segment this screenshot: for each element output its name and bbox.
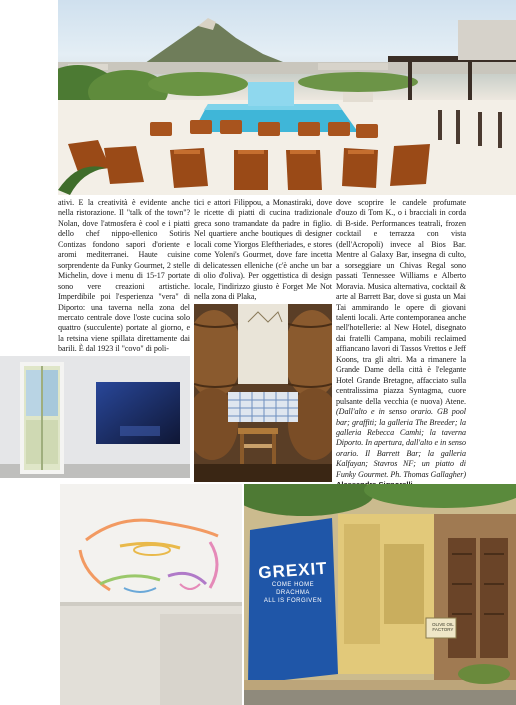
olive-sign-line-2: FACTORY [432, 627, 454, 632]
column-3-text [336, 198, 466, 491]
column-2-text: tici e attori Filippou, a Monastiraki, dove le ricette di piatti di cucina tradizionale greca sono tramandate da padre in figlio. Nel quartiere anche boutiques di designer locali come Yiorgos Eleftheriades, e stores come Yoleni's Gourmet, dove fare incetta di delicatessen elleniche (c'è anche un bar di olio d'oliva). Per oggettistica di design locale, l'indirizzo giusto è Forget Me Not nella zona di Plaka, [194, 198, 332, 302]
column-3-body: dove scoprire le candele profumate d'ouzo di Tom K., o i bracciali in corda di B-side. Performances teatrali, frozen cocktail e terrazza con vista (dell'Acropoli) invece al Bios Bar. Mentre al Galaxy Bar, insegna di culto, a sorseggiare un Chivas Regal sono passati Tennessee Williams e Alberto Moravia. Musica alternativa, cocktail & arte al Barrett Bar, dove si gusta un Mai Tai ammirando le opere di giovani talenti locali. Arte contemporanea anche nell'hotellerie: al New Hotel, disegnato dai fratelli Campana, mobili reclaimed affiancano lavori di Tassos Vrettos e Jeff Koons, tra gli altri. Ma a rimanere la Grande Dame della città è l'elegante Hotel Grande Bretagne, affacciato sulla centralissima piazza Syntagma, cuore pulsante della vecchia (e nuova) Atene. [336, 198, 466, 406]
photo-caption: (Dall'alto e in senso orario. GB pool bar; graffiti; la galleria The Breeder; la galleria Rebecca Camhi; la taverna Diporto. In apertura, dall'alto e in senso orario. Il Barrett Bar; la galleria Kalfayan; Stavros NF; un piatto di Funky Gourmet. Ph. Thomas Gallagher) [336, 407, 466, 479]
photo-gallery-rebecca-camhi [60, 484, 242, 705]
graffiti-lettering [251, 558, 335, 605]
article-column-1 [58, 198, 190, 355]
article-column-2 [194, 198, 332, 303]
hero-photo-pool-bar [58, 0, 516, 195]
graffiti-line-2: DRACHMA [276, 590, 310, 596]
photo-taverna-diporto [194, 304, 332, 482]
olive-oil-sign [432, 622, 454, 632]
column-1-text: ativi. E la creatività è evidente anche nella ristorazione. Il "talk of the town"? Nolan, dove l'atmosfera è cool e i piatti dello chef nippo-ellenico Sotiris Contizas fondono sapori d'oriente e aromi mediterranei. Haute cuisine sorprendente da Funky Gourmet, 2 stelle Michelin, dove i menu di 15-17 portate sono vere creazioni artistiche. Imperdibile poi l'esperienza "vera" di Diporto: una taverna nella zona del mercato centrale dove l'oste cucina solo quattro (succulente) portate al giorno, e la retsina viene spillata direttamente dai barili. È dal 1923 il "covo" di poli- [58, 198, 190, 354]
graffiti-line-3: ALL IS FORGIVEN [263, 598, 323, 604]
graffiti-line-1: COME HOME [271, 582, 315, 588]
olive-sign-line-1: OLIVE OIL [432, 622, 454, 627]
neon-artwork-illustration [60, 484, 242, 705]
graffiti-headline: GREXIT [257, 558, 329, 583]
gallery-room-illustration [0, 356, 190, 478]
taverna-illustration [194, 304, 332, 482]
article-column-3 [336, 198, 466, 491]
photo-gallery-breeder [0, 356, 190, 478]
pool-bar-illustration [58, 0, 516, 195]
